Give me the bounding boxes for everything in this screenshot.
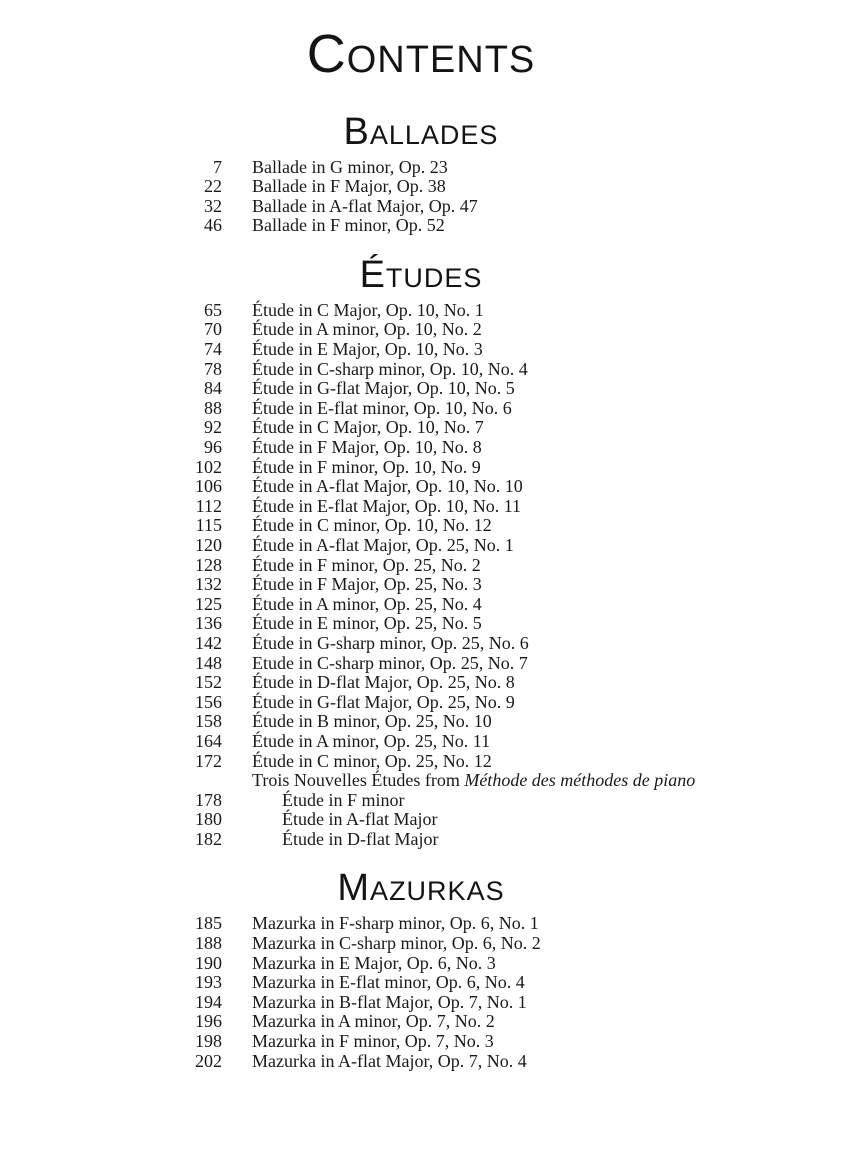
entry-page-number: 70 (204, 319, 222, 340)
entry-title: Étude in A minor, Op. 25, No. 4 (252, 593, 482, 614)
toc-entry (0, 177, 842, 197)
entry-title: Mazurka in C-sharp minor, Op. 6, No. 2 (252, 932, 541, 953)
toc-entry (0, 216, 842, 236)
toc-entry (0, 810, 842, 830)
toc-entry (0, 973, 842, 993)
entry-title: Étude in F minor, Op. 25, No. 2 (252, 554, 481, 575)
section-heading-etudes: Études (359, 253, 483, 296)
entry-page-number: 32 (204, 195, 222, 216)
entry-page-number: 112 (195, 495, 222, 516)
entry-title: Étude in F minor, Op. 10, No. 9 (252, 456, 481, 477)
toc-entry (0, 595, 842, 615)
entry-list-ballades (0, 158, 842, 236)
entry-page-number: 188 (195, 932, 222, 953)
toc-entry (0, 301, 842, 321)
toc-entry (0, 477, 842, 497)
toc-entry (0, 575, 842, 595)
toc-entry (0, 732, 842, 752)
entry-title: Étude in D-flat Major, Op. 25, No. 8 (252, 672, 515, 693)
toc-entry (0, 340, 842, 360)
toc-entry (0, 693, 842, 713)
entry-title: Étude in G-flat Major, Op. 10, No. 5 (252, 378, 515, 399)
entry-page-number: 92 (204, 417, 222, 438)
toc-entry (0, 830, 842, 850)
entry-title: Étude in D-flat Major (282, 828, 439, 849)
entry-title: Mazurka in B-flat Major, Op. 7, No. 1 (252, 991, 527, 1012)
toc-entry (0, 360, 842, 380)
section-heading-mazurkas: Mazurkas (337, 867, 505, 910)
entry-title: Étude in F minor (282, 789, 405, 810)
toc-entry (0, 634, 842, 654)
entry-page-number: 7 (213, 156, 222, 177)
section-heading-ballades: Ballades (343, 110, 499, 153)
entry-page-number: 172 (195, 750, 222, 771)
entry-title: Étude in F Major, Op. 25, No. 3 (252, 574, 482, 595)
toc-entry (0, 1012, 842, 1032)
entry-title: Mazurka in A-flat Major, Op. 7, No. 4 (252, 1050, 527, 1071)
toc-entry (0, 536, 842, 556)
toc-entry (0, 614, 842, 634)
entry-page-number: 96 (204, 437, 222, 457)
entry-title: Étude in A-flat Major, Op. 25, No. 1 (252, 534, 514, 555)
entry-title: Mazurka in A minor, Op. 7, No. 2 (252, 1011, 495, 1032)
entry-page-number: 190 (195, 952, 222, 973)
entry-page-number: 125 (195, 593, 222, 614)
entry-title: Étude in E minor, Op. 25, No. 5 (252, 613, 482, 634)
toc-entry (0, 654, 842, 674)
entry-page-number: 164 (195, 730, 222, 751)
entry-page-number: 198 (195, 1030, 222, 1051)
entry-title: Étude in F Major, Op. 10, No. 8 (252, 437, 482, 457)
section-etudes (0, 253, 842, 850)
toc-entry (0, 673, 842, 693)
entry-title: Étude in A minor, Op. 10, No. 2 (252, 319, 482, 340)
entry-title: Trois Nouvelles Études from Méthode des méthodes de piano (252, 770, 696, 791)
toc-entry (0, 791, 842, 811)
entry-title: Étude in A minor, Op. 25, No. 11 (252, 730, 491, 751)
entry-title: Étude in C minor, Op. 25, No. 12 (252, 750, 492, 771)
toc-entry (0, 712, 842, 732)
entry-title: Étude in E Major, Op. 10, No. 3 (252, 339, 483, 360)
entry-title: Ballade in A-flat Major, Op. 47 (252, 195, 478, 216)
entry-title: Étude in A-flat Major, Op. 10, No. 10 (252, 476, 523, 497)
entry-page-number: 115 (195, 515, 222, 536)
entry-page-number: 128 (195, 554, 222, 575)
entry-page-number: 180 (195, 809, 222, 830)
toc-entry (0, 497, 842, 517)
entry-title: Ballade in G minor, Op. 23 (252, 156, 448, 177)
entry-page-number: 46 (204, 215, 222, 236)
entry-title: Ballade in F minor, Op. 52 (252, 215, 445, 236)
entry-title: Etude in C-sharp minor, Op. 25, No. 7 (252, 652, 528, 673)
entry-title: Étude in C minor, Op. 10, No. 12 (252, 515, 492, 536)
toc-entry (0, 914, 842, 934)
entry-page-number: 196 (195, 1011, 222, 1032)
entry-title: Étude in B minor, Op. 25, No. 10 (252, 711, 492, 732)
entry-page-number: 185 (195, 913, 222, 934)
entry-title: Étude in C Major, Op. 10, No. 7 (252, 417, 484, 438)
entry-page-number: 132 (195, 574, 222, 595)
entry-title: Étude in C-sharp minor, Op. 10, No. 4 (252, 358, 528, 379)
entry-title: Étude in G-sharp minor, Op. 25, No. 6 (252, 632, 529, 653)
entry-page-number: 65 (204, 299, 222, 320)
section-ballades (0, 110, 842, 236)
entry-list-mazurkas (0, 914, 842, 1071)
entry-title: Mazurka in F-sharp minor, Op. 6, No. 1 (252, 913, 539, 934)
entry-page-number: 74 (204, 339, 222, 360)
entry-title: Étude in A-flat Major (282, 809, 438, 830)
entry-page-number: 193 (195, 972, 222, 993)
toc-entry (0, 379, 842, 399)
toc-entry (0, 556, 842, 576)
page-title: Contents (306, 24, 536, 84)
entry-page-number: 142 (195, 632, 222, 653)
toc-entry (0, 954, 842, 974)
toc-entry (0, 516, 842, 536)
entry-title: Étude in C Major, Op. 10, No. 1 (252, 299, 484, 320)
entry-list-etudes (0, 301, 842, 850)
toc-entry (0, 197, 842, 217)
toc-entry (0, 320, 842, 340)
toc-entry (0, 771, 842, 791)
toc-entry (0, 752, 842, 772)
entry-page-number: 120 (195, 534, 222, 555)
entry-page-number: 136 (195, 613, 222, 634)
entry-page-number: 156 (195, 691, 222, 712)
entry-page-number: 88 (204, 397, 222, 418)
toc-entry (0, 1052, 842, 1072)
entry-page-number: 106 (195, 476, 222, 497)
entry-page-number: 158 (195, 711, 222, 732)
entry-title: Mazurka in F minor, Op. 7, No. 3 (252, 1030, 494, 1051)
entry-title: Mazurka in E-flat minor, Op. 6, No. 4 (252, 972, 525, 993)
entry-page-number: 182 (195, 828, 222, 849)
toc-entry (0, 158, 842, 178)
entry-page-number: 22 (204, 176, 222, 197)
toc-entry (0, 934, 842, 954)
toc-entry (0, 458, 842, 478)
toc-entry (0, 993, 842, 1013)
entry-title: Ballade in F Major, Op. 38 (252, 176, 446, 197)
entry-title: Étude in E-flat Major, Op. 10, No. 11 (252, 495, 522, 516)
section-mazurkas (0, 869, 842, 1071)
entry-title: Étude in E-flat minor, Op. 10, No. 6 (252, 397, 512, 418)
entry-page-number: 78 (204, 358, 222, 379)
toc-entry (0, 399, 842, 419)
entry-page-number: 178 (195, 789, 222, 810)
entry-page-number: 194 (195, 991, 222, 1012)
entry-title: Étude in G-flat Major, Op. 25, No. 9 (252, 691, 515, 712)
entry-page-number: 102 (195, 456, 222, 477)
toc-entry (0, 438, 842, 458)
entry-page-number: 152 (195, 672, 222, 693)
toc-entry (0, 418, 842, 438)
entry-page-number: 84 (204, 378, 222, 399)
toc-entry (0, 1032, 842, 1052)
entry-page-number: 202 (195, 1050, 222, 1071)
entry-title-italic: Méthode des méthodes de piano (464, 770, 696, 791)
entry-page-number: 148 (195, 652, 222, 673)
entry-title: Mazurka in E Major, Op. 6, No. 3 (252, 952, 496, 973)
